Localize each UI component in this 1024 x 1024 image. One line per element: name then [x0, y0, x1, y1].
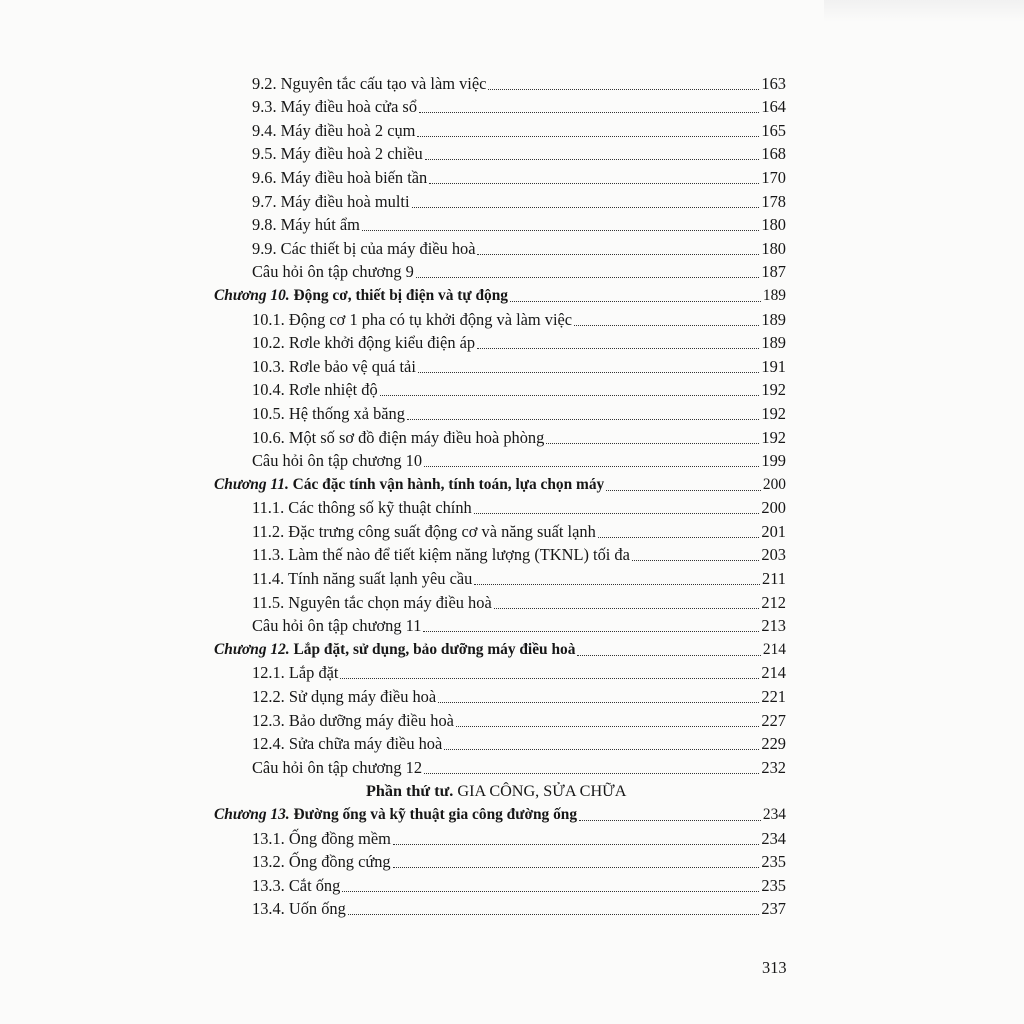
toc-page-number: 199 [761, 451, 786, 471]
dot-leader [494, 608, 760, 609]
toc-page-number: 212 [761, 592, 786, 612]
section-label: 9.9. Các thiết bị của máy điều hoà [252, 238, 476, 258]
dot-leader [424, 773, 759, 774]
section-label: 11.1. Các thông số kỹ thuật chính [252, 498, 472, 518]
toc-section-entry [0, 825, 786, 849]
toc-page-number: 234 [762, 806, 786, 823]
toc-section-entry [0, 495, 786, 519]
toc-page-number: 214 [762, 640, 786, 658]
dot-leader [416, 277, 760, 278]
toc-section-entry [0, 424, 786, 448]
dot-leader [419, 112, 759, 113]
toc-page-number: 235 [761, 875, 786, 895]
toc-page-number: 203 [761, 545, 786, 565]
toc-section-entry [0, 683, 786, 707]
toc-page-number: 227 [761, 710, 786, 730]
dot-leader [474, 513, 760, 514]
table-of-contents [0, 70, 1024, 919]
dot-leader [477, 348, 759, 349]
page-number: 313 [762, 958, 787, 977]
toc-section-entry [0, 117, 786, 141]
section-label: 11.5. Nguyên tắc chọn máy điều hoà [252, 592, 492, 612]
dot-leader [340, 678, 759, 679]
section-label: 11.4. Tính năng suất lạnh yêu cầu [252, 569, 473, 589]
toc-section-entry [0, 613, 786, 637]
toc-page-number: 200 [762, 475, 786, 493]
toc-page-number: 163 [761, 73, 786, 93]
toc-page-number: 192 [761, 380, 786, 400]
toc-section-entry [0, 212, 786, 236]
toc-section-entry [0, 565, 786, 589]
section-label: 11.2. Đặc trưng công suất động cơ và năng suất lạnh [252, 521, 596, 541]
toc-page-number: 221 [761, 687, 786, 707]
part-title: GIA CÔNG, SỬA CHỮA [457, 782, 627, 801]
toc-section-entry [0, 589, 786, 613]
chapter-prefix: Chương 11. [214, 475, 289, 493]
toc-section-entry [0, 164, 786, 188]
dot-leader [474, 584, 760, 585]
section-label: 10.5. Hệ thống xả băng [252, 403, 405, 423]
dot-leader [342, 891, 759, 892]
toc-chapter-entry [0, 801, 786, 825]
chapter-prefix: Chương 12. [214, 640, 290, 658]
toc-chapter-entry [0, 636, 786, 660]
toc-page-number: 164 [761, 97, 786, 117]
section-label: 9.5. Máy điều hoà 2 chiều [252, 144, 423, 164]
toc-chapter-entry [0, 282, 786, 306]
toc-page-number: 165 [761, 120, 786, 140]
toc-section-entry [0, 731, 786, 755]
dot-leader [423, 631, 759, 632]
dot-leader [598, 537, 760, 538]
section-label: 11.3. Làm thế nào để tiết kiệm năng lượng (TKNL) tối đa [252, 545, 630, 565]
toc-section-entry [0, 448, 786, 472]
toc-section-entry [0, 518, 786, 542]
section-label: 12.1. Lắp đặt [252, 663, 339, 683]
dot-leader [417, 136, 759, 137]
dot-leader [412, 207, 760, 208]
chapter-label [214, 286, 508, 306]
toc-section-entry [0, 377, 786, 401]
dot-leader [477, 254, 759, 255]
section-label: 13.3. Cắt ống [252, 875, 341, 895]
chapter-title: Đường ống và kỹ thuật gia công đường ống [293, 806, 578, 823]
toc-section-entry [0, 330, 786, 354]
toc-page-number: 180 [761, 215, 786, 235]
section-label: 13.1. Ống đồng mềm [252, 828, 391, 848]
toc-page-number: 180 [761, 238, 786, 258]
toc-page-number: 214 [761, 663, 786, 683]
section-label: Câu hỏi ôn tập chương 11 [252, 616, 422, 636]
section-label: 10.2. Rơle khởi động kiểu điện áp [252, 333, 476, 353]
toc-section-entry [0, 353, 786, 377]
toc-page-number: 189 [761, 333, 786, 353]
toc-section-entry [0, 94, 786, 118]
chapter-title: Các đặc tính vận hành, tính toán, lựa chọn máy [292, 475, 605, 493]
dot-leader [488, 89, 759, 90]
toc-section-entry [0, 707, 786, 731]
dot-leader [546, 443, 759, 444]
dot-leader [425, 159, 760, 160]
chapter-label [214, 805, 577, 825]
toc-page-number: 235 [761, 852, 786, 872]
toc-page-number: 229 [761, 734, 786, 754]
dot-leader [380, 395, 760, 396]
dot-leader [407, 419, 759, 420]
toc-page-number: 189 [762, 286, 786, 304]
toc-page-number: 201 [761, 521, 786, 541]
toc-page-number: 232 [761, 757, 786, 777]
toc-page-number: 192 [761, 427, 786, 447]
section-label: Câu hỏi ôn tập chương 10 [252, 451, 423, 471]
section-label: Câu hỏi ôn tập chương 9 [252, 262, 414, 282]
chapter-label [214, 640, 575, 660]
section-label: 12.2. Sử dụng máy điều hoà [252, 687, 437, 707]
section-label: 9.8. Máy hút ẩm [252, 215, 360, 235]
section-label: 12.3. Bảo dưỡng máy điều hoà [252, 710, 454, 730]
dot-leader [393, 867, 760, 868]
section-label: 10.3. Rơle bảo vệ quá tải [252, 356, 416, 376]
toc-section-entry [0, 849, 786, 873]
toc-chapter-entry [0, 471, 786, 495]
section-label: 9.3. Máy điều hoà cửa sổ [252, 97, 418, 117]
dot-leader [574, 325, 759, 326]
part-prefix: Phần thứ tư. [366, 782, 454, 801]
toc-section-entry [0, 400, 786, 424]
toc-section-entry [0, 754, 786, 778]
section-label: 13.4. Uốn ống [252, 899, 346, 919]
toc-page-number: 170 [761, 167, 786, 187]
dot-leader [438, 702, 759, 703]
toc-page-number: 168 [761, 144, 786, 164]
dot-leader [632, 560, 760, 561]
toc-section-entry [0, 141, 786, 165]
toc-page-number: 191 [761, 356, 786, 376]
toc-page-number: 200 [761, 498, 786, 518]
toc-page-number: 187 [761, 262, 786, 282]
dot-leader [362, 230, 760, 231]
dot-leader [444, 749, 759, 750]
section-label: 10.6. Một số sơ đồ điện máy điều hoà phòng [252, 427, 545, 447]
dot-leader [418, 372, 760, 373]
section-label: 10.4. Rơle nhiệt độ [252, 380, 378, 400]
toc-page-number: 234 [761, 828, 786, 848]
dot-leader [577, 655, 761, 656]
chapter-prefix: Chương 13. [214, 806, 290, 823]
dot-leader [606, 490, 761, 491]
toc-section-entry [0, 896, 786, 920]
chapter-title: Động cơ, thiết bị điện và tự động [293, 286, 508, 304]
dot-leader [510, 301, 761, 302]
dot-leader [579, 820, 761, 821]
dot-leader [393, 844, 760, 845]
dot-leader [456, 726, 759, 727]
section-label: 9.6. Máy điều hoà biến tần [252, 167, 428, 187]
part-heading [0, 778, 1024, 802]
toc-section-entry [0, 306, 786, 330]
toc-section-entry [0, 188, 786, 212]
section-label: Câu hỏi ôn tập chương 12 [252, 757, 423, 777]
toc-page-number: 178 [761, 191, 786, 211]
dot-leader [429, 183, 759, 184]
toc-section-entry [0, 235, 786, 259]
toc-page-number: 213 [761, 616, 786, 636]
toc-page-number: 237 [761, 899, 786, 919]
toc-page-number: 189 [761, 309, 786, 329]
section-label: 12.4. Sửa chữa máy điều hoà [252, 734, 443, 754]
section-label: 13.2. Ống đồng cứng [252, 852, 391, 872]
chapter-prefix: Chương 10. [214, 286, 290, 304]
toc-section-entry [0, 660, 786, 684]
section-label: 9.4. Máy điều hoà 2 cụm [252, 120, 416, 140]
toc-section-entry [0, 259, 786, 283]
chapter-label [214, 475, 604, 495]
toc-section-entry [0, 542, 786, 566]
toc-page-number: 192 [761, 403, 786, 423]
dot-leader [424, 466, 759, 467]
chapter-title: Lắp đặt, sử dụng, bảo dưỡng máy điều hoà [293, 640, 576, 658]
section-label: 9.7. Máy điều hoà multi [252, 191, 410, 211]
toc-section-entry [0, 70, 786, 94]
page-corner-shadow [824, 0, 1024, 22]
section-label: 9.2. Nguyên tắc cấu tạo và làm việc [252, 73, 487, 93]
section-label: 10.1. Động cơ 1 pha có tụ khởi động và làm việc [252, 309, 573, 329]
dot-leader [348, 914, 760, 915]
toc-page-number: 211 [762, 569, 786, 589]
toc-section-entry [0, 872, 786, 896]
